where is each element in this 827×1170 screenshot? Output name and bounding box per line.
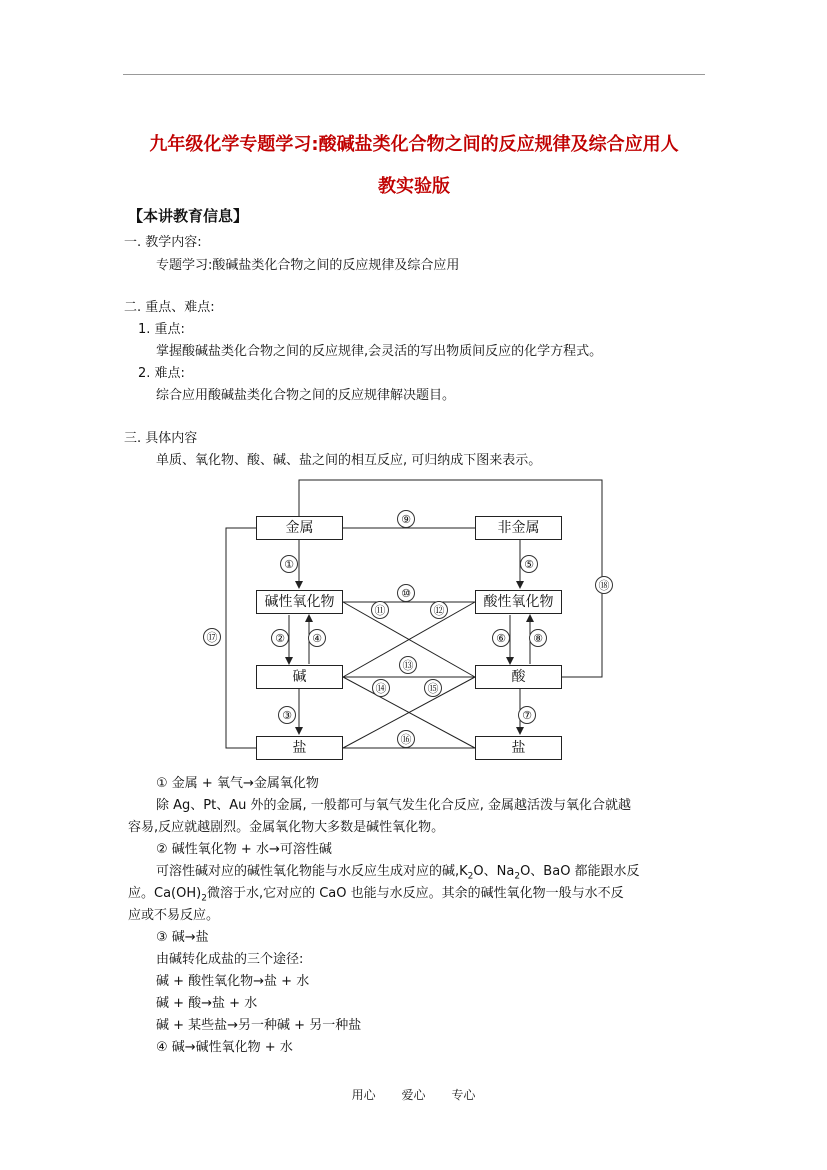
document-title-line2: 教实验版 bbox=[378, 176, 450, 197]
reaction-number-3: ③ bbox=[278, 706, 296, 724]
key-point-1-label: 1. 重点: bbox=[138, 322, 185, 337]
item-3-line3: 碱 + 酸→盐 + 水 bbox=[156, 996, 258, 1011]
specific-content-heading: 三. 具体内容 bbox=[124, 431, 198, 446]
reaction-number-11: ⑪ bbox=[371, 601, 389, 619]
reaction-number-5: ⑤ bbox=[520, 555, 538, 573]
reaction-diagram bbox=[200, 477, 610, 767]
reaction-number-10: ⑩ bbox=[397, 584, 415, 602]
item-2-text-e: 微溶于水,它对应的 CaO 也能与水反应。其余的碱性氧化物一般与水不反 bbox=[206, 886, 624, 901]
item-1-paragraph-line1: 除 Ag、Pt、Au 外的金属, 一般都可与氧气发生化合反应, 金属越活泼与氧化合就越 bbox=[156, 798, 632, 813]
item-2-paragraph-line1 bbox=[156, 863, 640, 886]
box-salt-right: 盐 bbox=[475, 736, 562, 760]
box-salt-left: 盐 bbox=[256, 736, 343, 760]
item-3-line1: 由碱转化成盐的三个途径: bbox=[156, 952, 304, 967]
reaction-number-4: ④ bbox=[308, 629, 326, 647]
item-2-paragraph-line2 bbox=[128, 885, 624, 908]
footer-text-3: 专心 bbox=[451, 1088, 476, 1102]
item-3-line2: 碱 + 酸性氧化物→盐 + 水 bbox=[156, 974, 310, 989]
item-2-heading: ② 碱性氧化物 + 水→可溶性碱 bbox=[156, 842, 332, 857]
subscript-2: 2 bbox=[467, 871, 474, 882]
document-title-line1: 九年级化学专题学习:酸碱盐类化合物之间的反应规律及综合应用人 bbox=[149, 134, 679, 155]
item-4-heading: ④ 碱→碱性氧化物 + 水 bbox=[156, 1040, 293, 1055]
reaction-number-15: ⑮ bbox=[424, 679, 442, 697]
item-2-text-b: O、Na bbox=[473, 864, 515, 879]
reaction-number-17: ⑰ bbox=[203, 628, 221, 646]
reaction-number-14: ⑭ bbox=[372, 679, 390, 697]
reaction-number-6: ⑥ bbox=[492, 629, 510, 647]
key-point-1-text: 掌握酸碱盐类化合物之间的反应规律,会灵活的写出物质间反应的化学方程式。 bbox=[156, 344, 603, 359]
box-nonmetal: 非金属 bbox=[475, 516, 562, 540]
key-point-2-label: 2. 难点: bbox=[138, 366, 185, 381]
header-rule bbox=[123, 74, 705, 75]
item-1-paragraph-line2: 容易,反应就越剧烈。金属氧化物大多数是碱性氧化物。 bbox=[128, 820, 445, 835]
specific-content-intro: 单质、氧化物、酸、碱、盐之间的相互反应, 可归纳成下图来表示。 bbox=[156, 453, 542, 468]
subscript-2: 2 bbox=[201, 893, 207, 904]
reaction-number-9: ⑨ bbox=[397, 510, 415, 528]
item-2-text-a: 可溶性碱对应的碱性氧化物能与水反应生成对应的碱,K bbox=[156, 864, 468, 879]
item-3-heading: ③ 碱→盐 bbox=[156, 930, 209, 945]
reaction-number-12: ⑫ bbox=[430, 601, 448, 619]
teaching-content-heading: 一. 教学内容: bbox=[124, 235, 202, 250]
key-points-heading: 二. 重点、难点: bbox=[124, 300, 215, 315]
box-base: 碱 bbox=[256, 665, 343, 689]
reaction-number-7: ⑦ bbox=[518, 706, 536, 724]
page-footer bbox=[0, 1086, 827, 1103]
key-point-2-text: 综合应用酸碱盐类化合物之间的反应规律解决题目。 bbox=[156, 388, 456, 403]
item-2-text-d: 应。Ca(OH) bbox=[128, 886, 202, 901]
reaction-number-13: ⑬ bbox=[399, 656, 417, 674]
reaction-number-18: ⑱ bbox=[595, 576, 613, 594]
reaction-number-1: ① bbox=[280, 555, 298, 573]
reaction-number-8: ⑧ bbox=[529, 629, 547, 647]
box-acidic-oxide: 酸性氧化物 bbox=[475, 590, 562, 614]
item-2-paragraph-line3: 应或不易反应。 bbox=[128, 908, 220, 923]
footer-text-1: 用心 bbox=[351, 1088, 376, 1102]
box-basic-oxide: 碱性氧化物 bbox=[256, 590, 343, 614]
item-2-text-c: O、BaO 都能跟水反 bbox=[520, 864, 640, 879]
footer-text-2: 爱心 bbox=[401, 1088, 426, 1102]
box-metal: 金属 bbox=[256, 516, 343, 540]
subscript-2: 2 bbox=[514, 871, 521, 882]
reaction-number-16: ⑯ bbox=[397, 730, 415, 748]
item-1-heading: ① 金属 + 氧气→金属氧化物 bbox=[156, 776, 319, 791]
reaction-number-2: ② bbox=[271, 629, 289, 647]
section-header: 【本讲教育信息】 bbox=[128, 207, 249, 225]
box-acid: 酸 bbox=[475, 665, 562, 689]
teaching-content-text: 专题学习:酸碱盐类化合物之间的反应规律及综合应用 bbox=[156, 258, 460, 273]
item-3-line4: 碱 + 某些盐→另一种碱 + 另一种盐 bbox=[156, 1018, 362, 1033]
